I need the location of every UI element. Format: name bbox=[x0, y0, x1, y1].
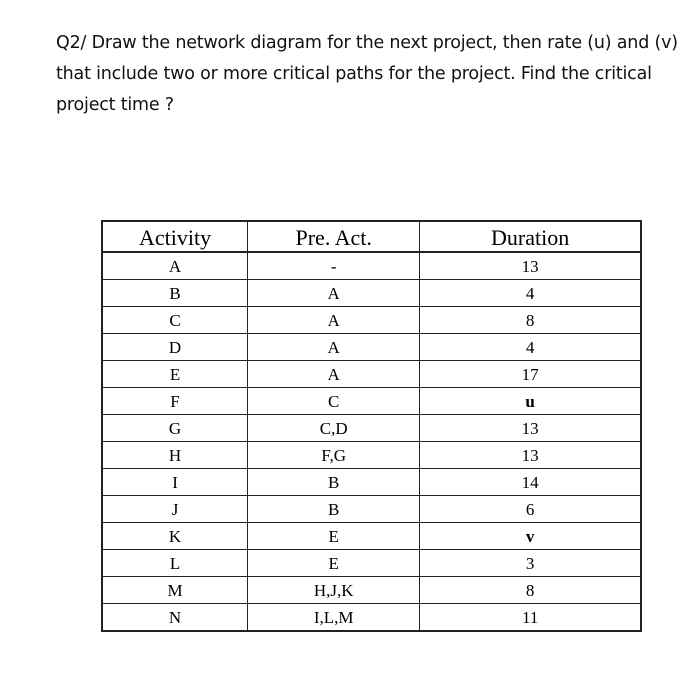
header-activity: Activity bbox=[102, 221, 248, 252]
cell-activity: J bbox=[102, 496, 248, 523]
cell-duration: 13 bbox=[420, 415, 641, 442]
cell-duration: 8 bbox=[420, 577, 641, 604]
table-row bbox=[102, 496, 641, 523]
question-text bbox=[56, 28, 686, 121]
cell-activity: B bbox=[102, 280, 248, 307]
cell-duration: 8 bbox=[420, 307, 641, 334]
cell-duration: v bbox=[420, 523, 641, 550]
table-row bbox=[102, 334, 641, 361]
cell-pre-act: B bbox=[248, 496, 420, 523]
cell-duration: 3 bbox=[420, 550, 641, 577]
cell-activity: D bbox=[102, 334, 248, 361]
cell-pre-act: E bbox=[248, 550, 420, 577]
table-header-row bbox=[102, 221, 641, 252]
table-row bbox=[102, 442, 641, 469]
header-duration: Duration bbox=[420, 221, 641, 252]
cell-pre-act: - bbox=[248, 252, 420, 280]
table-row bbox=[102, 415, 641, 442]
cell-duration: u bbox=[420, 388, 641, 415]
table-row bbox=[102, 550, 641, 577]
cell-duration: 13 bbox=[420, 252, 641, 280]
cell-activity: E bbox=[102, 361, 248, 388]
header-pre-act: Pre. Act. bbox=[248, 221, 420, 252]
cell-duration: 11 bbox=[420, 604, 641, 632]
cell-duration: 13 bbox=[420, 442, 641, 469]
cell-activity: G bbox=[102, 415, 248, 442]
cell-activity: A bbox=[102, 252, 248, 280]
table-row bbox=[102, 361, 641, 388]
cell-activity: F bbox=[102, 388, 248, 415]
cell-pre-act: A bbox=[248, 307, 420, 334]
cell-pre-act: B bbox=[248, 469, 420, 496]
cell-duration: 4 bbox=[420, 280, 641, 307]
table-row bbox=[102, 523, 641, 550]
cell-duration: 17 bbox=[420, 361, 641, 388]
table-row bbox=[102, 252, 641, 280]
cell-pre-act: H,J,K bbox=[248, 577, 420, 604]
cell-duration: 6 bbox=[420, 496, 641, 523]
cell-pre-act: A bbox=[248, 280, 420, 307]
cell-activity: K bbox=[102, 523, 248, 550]
table-row bbox=[102, 388, 641, 415]
cell-pre-act: I,L,M bbox=[248, 604, 420, 632]
table-row bbox=[102, 577, 641, 604]
cell-pre-act: F,G bbox=[248, 442, 420, 469]
cell-duration: 4 bbox=[420, 334, 641, 361]
cell-pre-act: A bbox=[248, 334, 420, 361]
cell-pre-act: C,D bbox=[248, 415, 420, 442]
cell-activity: L bbox=[102, 550, 248, 577]
table-row bbox=[102, 307, 641, 334]
cell-activity: N bbox=[102, 604, 248, 632]
table-row bbox=[102, 280, 641, 307]
cell-activity: C bbox=[102, 307, 248, 334]
table-row bbox=[102, 469, 641, 496]
table-row bbox=[102, 604, 641, 632]
question-line-2: that include two or more critical paths for the project. Find the critical bbox=[56, 64, 652, 84]
cell-pre-act: C bbox=[248, 388, 420, 415]
question-line-3: project time ? bbox=[56, 95, 174, 115]
question-line-1: Q2/ Draw the network diagram for the next project, then rate (u) and (v) bbox=[56, 33, 678, 53]
cell-activity: M bbox=[102, 577, 248, 604]
cell-pre-act: E bbox=[248, 523, 420, 550]
cell-activity: I bbox=[102, 469, 248, 496]
cell-pre-act: A bbox=[248, 361, 420, 388]
cell-activity: H bbox=[102, 442, 248, 469]
cell-duration: 14 bbox=[420, 469, 641, 496]
activity-table bbox=[101, 220, 642, 632]
table-body bbox=[102, 252, 641, 631]
